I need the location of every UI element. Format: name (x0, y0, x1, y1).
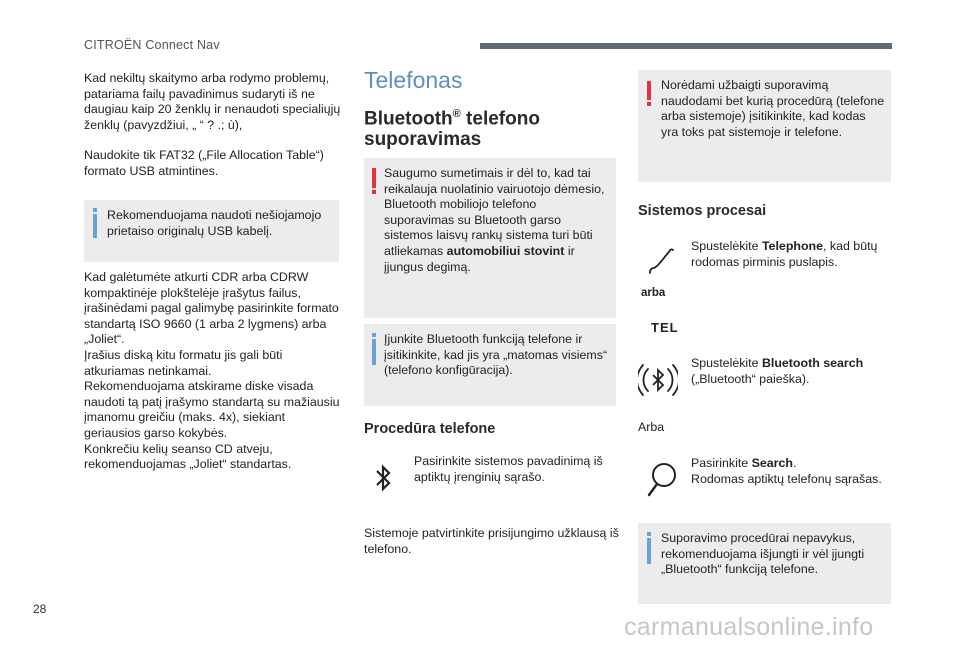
bluetooth-pairing-heading (364, 104, 624, 150)
select-device-step: Pasirinkite sistemos pavadinimą iš aptiktų įrenginių sąrašo. (414, 454, 603, 484)
warning-box-code (638, 70, 891, 182)
cd-line: Rekomenduojama atskirame diske visada naudoti tą patį įrašymo standartą su mažiausiu įmanomu greičiu (maks. 4x), siekiant geriausios garso kokybės. (84, 379, 340, 440)
info-box-retry (638, 523, 891, 604)
heading-part: Bluetooth (364, 108, 453, 130)
header-bar (480, 43, 892, 49)
telephone-step: Spustelėkite Telephone, kad būtų rodomas pirminis puslapis. (691, 239, 878, 269)
or-label: arba (641, 287, 666, 299)
search-step: Pasirinkite Search. Rodomas aptiktų telefonų sąrašas. (691, 456, 882, 486)
bluetooth-search-step: Spustelėkite Bluetooth search („Bluetooth“ paieška). (691, 356, 864, 386)
cd-line: Konkrečiu kelių seanso CD atveju, rekomenduojamas „Joliet“ standartas. (84, 441, 292, 472)
warning-box-safety (364, 158, 616, 318)
registered-mark: ® (452, 108, 461, 120)
phone-procedure-heading: Procedūra telefone (364, 421, 496, 437)
cd-line: Kad galėtumėte atkurti CDR arba CDRW kompaktinėje plokštelėje įrašytus failus, įrašinėdami pagal galimybę pasirinkite formato standartą ISO 9660 (1 arba 2 lygmens) arba „Joliet“. (84, 270, 339, 347)
info-icon (372, 333, 376, 365)
tel-label: TEL (651, 320, 679, 335)
phone-icon (646, 246, 676, 276)
cd-line: Įrašius diską kitu formatu jis gali būti atkuriamas netinkamai. (84, 347, 283, 378)
or-label: Arba (638, 420, 665, 434)
info-box-bluetooth (364, 324, 616, 406)
warning-text: Saugumo sumetimais ir dėl to, kad tai reikalauja nuolatinio vairuotojo dėmesio, Bluetooth mobiliojo telefono suporavimas su Bluetooth garso sistemos laisvų rankų sistema turi būti atliekamas automobiliui stovint ir įjungus degimą. (384, 166, 605, 274)
watermark: carmanualsonline.info (624, 613, 874, 641)
bluetooth-icon (371, 462, 395, 496)
heading-line: suporavimas (364, 129, 482, 151)
usb-filename-paragraph: Kad nekiltų skaitymo arba rodymo problemų, patariama failų pavadinimus sudaryti iš ne daugiau kaip 20 ženklų ir nenaudoti specialiųjų ženklų (pavyzdžiui, „ “ ? .; ù), (84, 71, 341, 132)
heading-part: telefono (460, 108, 540, 130)
document-header: CITROËN Connect Nav (84, 38, 220, 52)
info-text: Įjunkite Bluetooth funkciją telefone ir įsitikinkite, kad jis yra „matomas visiems“ (telefono konfigūracija). (384, 332, 608, 378)
cd-format-paragraph (84, 270, 342, 473)
search-icon[interactable] (645, 461, 679, 499)
info-icon (93, 208, 97, 238)
warning-text: Norėdami užbaigti suporavimą naudodami bet kurią procedūrą (telefone arba sistemoje) įsitikinkite, kad kodas yra toks pat sistemoje ir telefone. (661, 78, 885, 139)
confirm-request-paragraph: Sistemoje patvirtinkite prisijungimo užklausą iš telefono. (364, 526, 619, 556)
warning-icon (647, 81, 651, 106)
fat32-paragraph: Naudokite tik FAT32 („File Allocation Table“) formato USB atmintines. (84, 148, 324, 178)
section-title: Telefonas (364, 67, 463, 93)
info-text: Suporavimo procedūrai nepavykus, rekomenduojama išjungti ir vėl įjungti „Bluetooth“ funkciją telefone. (661, 531, 865, 577)
bluetooth-search-icon[interactable] (638, 360, 678, 400)
info-text: Rekomenduojama naudoti nešiojamojo prietaiso originalų USB kabelį. (107, 208, 322, 238)
info-box-usb-cable (84, 200, 339, 262)
info-icon (647, 532, 651, 564)
page-number: 28 (33, 602, 47, 616)
warning-icon (372, 168, 376, 194)
system-processes-heading: Sistemos procesai (638, 203, 767, 219)
